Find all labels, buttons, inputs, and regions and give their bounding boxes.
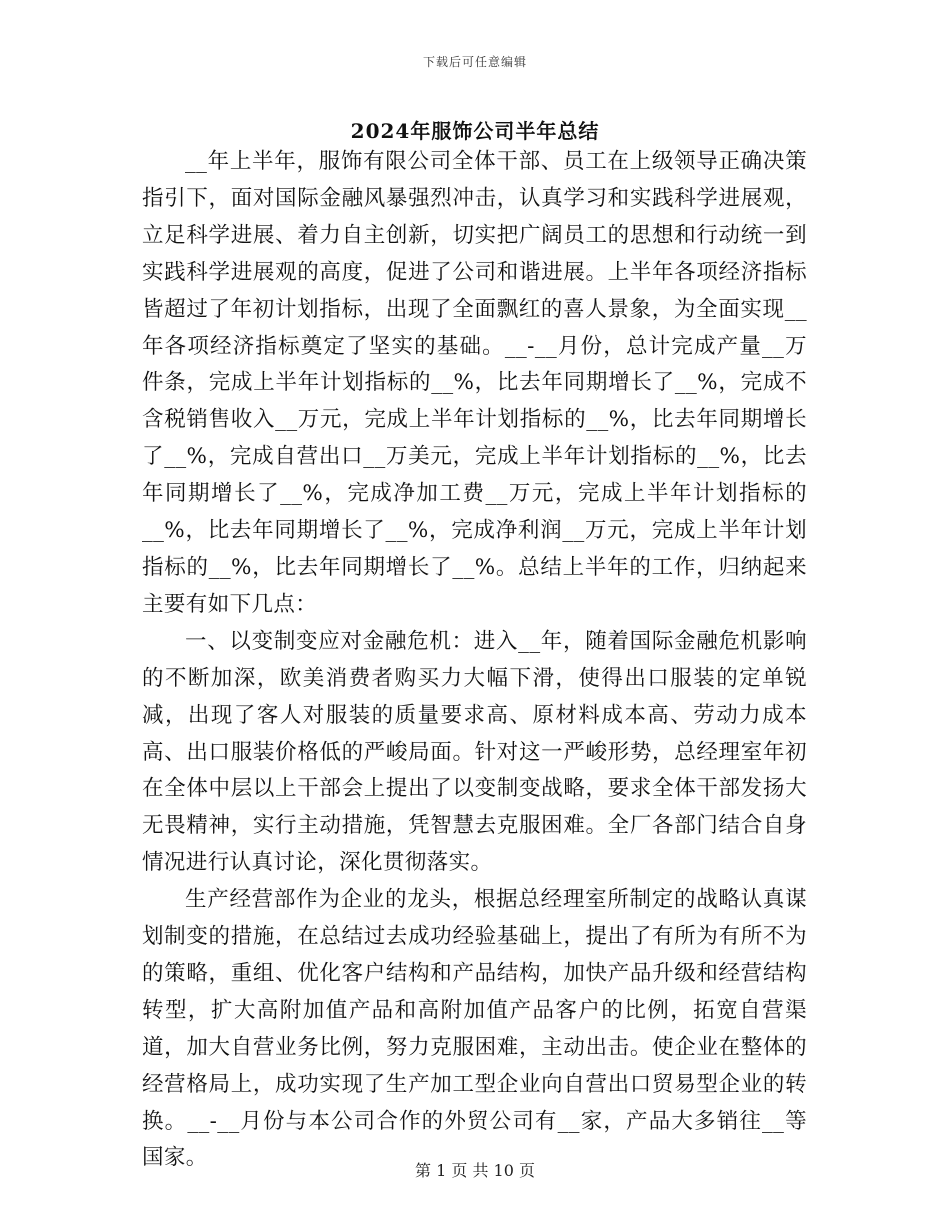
paragraph-production-department: 生产经营部作为企业的龙头，根据总经理室所制定的战略认真谋划制变的措施，在总结过去成功经验基础上，提出了有所为有所不为的策略，重组、优化客户结构和产品结构，加快产品升级和经营结构转型，扩大高附加值产品和高附加值产品客户的比例，拓宽自营渠道，加大自营业务比例，努力克服困难，主动出击。使企业在整体的经营格局上，成功实现了生产加工型企业向自营出口贸易型企业的转换。__-__月份与本公司合作的外贸公司有__家，产品大多销往__等国家。 — [142, 887, 807, 1171]
document-title: 2024年服饰公司半年总结 — [350, 119, 600, 143]
page-number: 第 1 页 共 10 页 — [415, 1161, 535, 1180]
paragraph-intro: __年上半年，服饰有限公司全体干部、员工在上级领导正确决策指引下，面对国际金融风暴强烈冲击，认真学习和实践科学进展观，立足科学进展、着力自主创新，切实把广阔员工的思想和行动统一到实践科学进展观的高度，促进了公司和谐进展。上半年各项经济指标皆超过了年初计划指标，出现了全面飘红的喜人景象，为全面实现__年各项经济指标奠定了坚实的基础。__-__月份，总计完成产量__万件条，完成上半年计划指标的__%，比去年同期增长了__%，完成不含税销售收入__万元，完成上半年计划指标的__%，比去年同期增长了__%，完成自营出口__万美元，完成上半年计划指标的__%，比去年同期增长了__%，完成净加工费__万元，完成上半年计划指标的__%，比去年同期增长了__%，完成净利润__万元，完成上半年计划指标的__%，比去年同期增长了__%。总结上半年的工作，归纳起来主要有如下几点： — [142, 149, 807, 617]
header-note: 下载后可任意编辑 — [422, 55, 527, 69]
paragraph-section-one: 一、以变制变应对金融危机：进入__年，随着国际金融危机影响的不断加深，欧美消费者购买力大幅下滑，使得出口服装的定单锐减，出现了客人对服装的质量要求高、原材料成本高、劳动力成本高、出口服装价格低的严峻局面。针对这一严峻形势，总经理室年初在全体中层以上干部会上提出了以变制变战略，要求全体干部发扬大无畏精神，实行主动措施，凭智慧去克服困难。全厂各部门结合自身情况进行认真讨论，深化贯彻落实。 — [142, 628, 807, 876]
document-body — [142, 144, 807, 1177]
